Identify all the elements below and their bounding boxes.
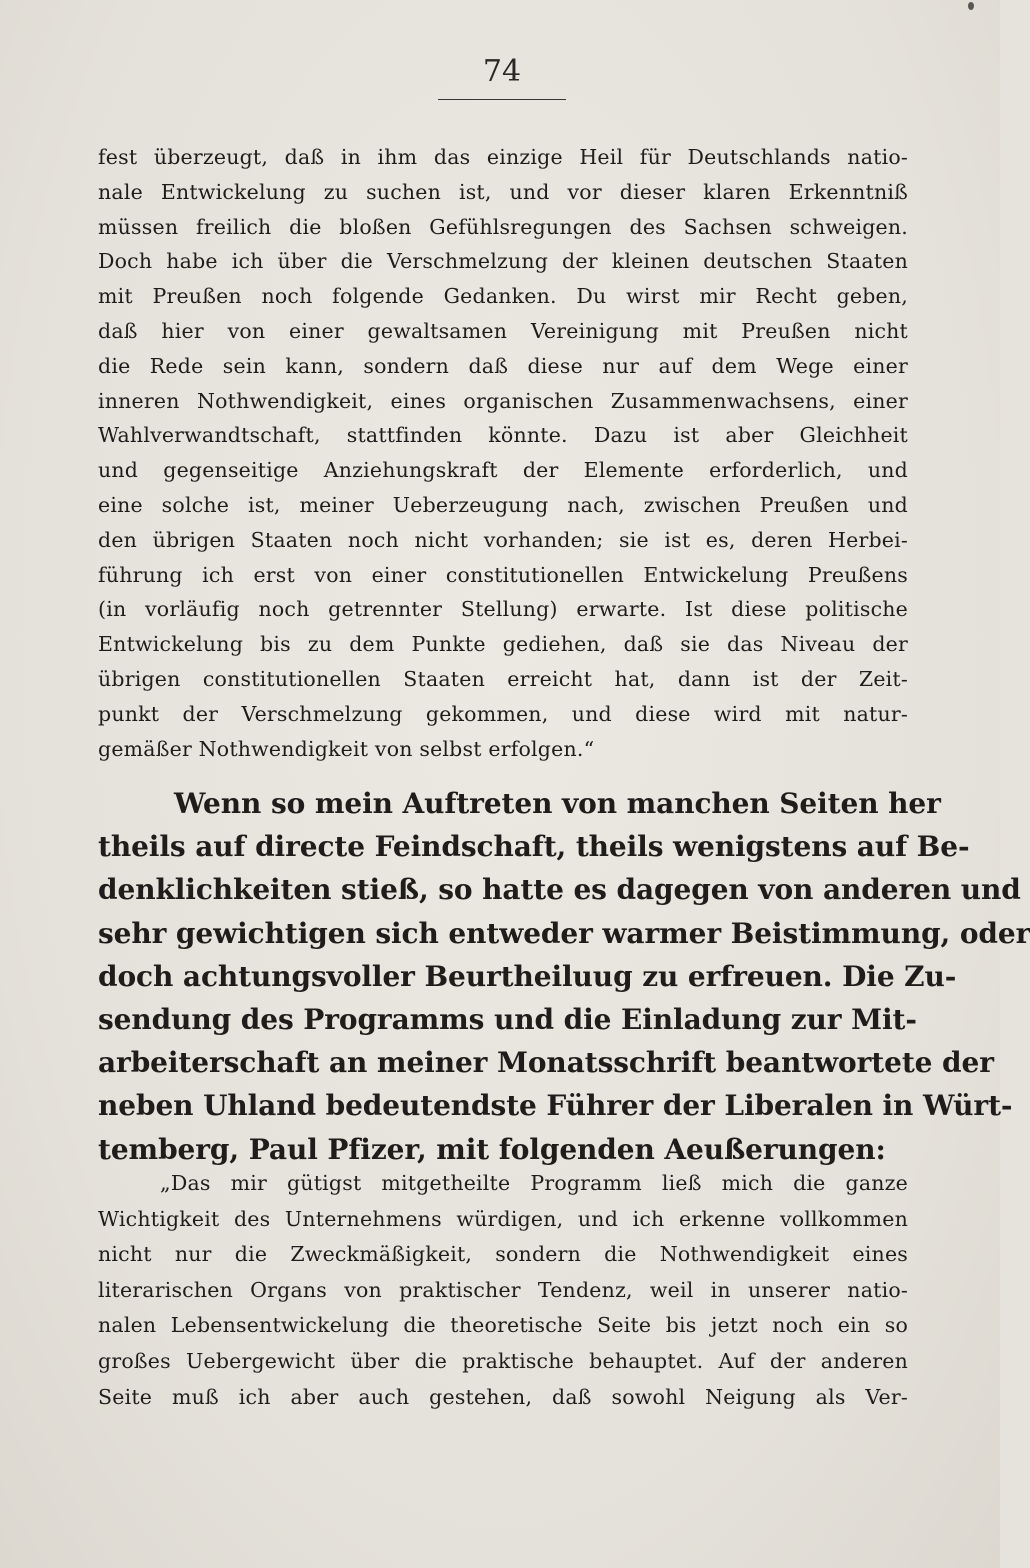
text-line: sehr gewichtigen sich entweder warmer Beistimmung, oder (98, 916, 1030, 950)
text-line: Doch habe ich über die Verschmelzung der kleinen deutschen Staaten (98, 249, 908, 274)
text-line: arbeiterschaft an meiner Monatsschrift beantwortete der (98, 1046, 994, 1080)
text-line: sendung des Programms und die Einladung zur Mit- (98, 1002, 917, 1036)
text-line: doch achtungsvoller Beurtheiluug zu erfreuen. Die Zu- (98, 959, 957, 993)
text-line: führung ich erst von einer constitutionellen Entwickelung Preußens (98, 562, 908, 587)
ink-speck (968, 2, 974, 10)
text-line: inneren Nothwendigkeit, eines organischen Zusammenwachsens, einer (98, 388, 908, 413)
text-line: nicht nur die Zweckmäßigkeit, sondern die Nothwendigkeit eines (98, 1242, 908, 1267)
text-line: theils auf directe Feindschaft, theils wenigstens auf Be- (98, 830, 970, 864)
quoted-letter-pfizer (98, 1166, 908, 1415)
text-line: „Das mir gütigst mitgetheilte Programm ließ mich die ganze (160, 1171, 908, 1195)
text-line: Wenn so mein Auftreten von manchen Seiten her (174, 787, 941, 820)
text-line: Wahlverwandtschaft, stattfinden könnte. Dazu ist aber Gleichheit (98, 423, 908, 448)
text-line: Wichtigkeit des Unternehmens würdigen, und ich erkenne vollkommen (98, 1206, 908, 1231)
text-line: den übrigen Staaten noch nicht vorhanden; sie ist es, deren Herbei- (98, 527, 908, 552)
text-line: Entwickelung bis zu dem Punkte gediehen, daß sie das Niveau der (98, 632, 908, 657)
text-line: denklichkeiten stieß, so hatte es dagegen von anderen und (98, 873, 1021, 907)
text-line: und gegenseitige Anziehungskraft der Elemente erforderlich, und (98, 458, 908, 483)
text-line: eine solche ist, meiner Ueberzeugung nach, zwischen Preußen und (98, 492, 908, 517)
text-line: fest überzeugt, daß in ihm das einzige Heil für Deutschlands natio- (98, 145, 908, 169)
text-line: punkt der Verschmelzung gekommen, und diese wird mit natur- (98, 701, 908, 726)
page-number: 74 (482, 54, 522, 89)
text-line: literarischen Organs von praktischer Tendenz, weil in unserer natio- (98, 1277, 908, 1302)
page-number-rule (438, 99, 566, 100)
text-line: nalen Lebensentwickelung die theoretische Seite bis jetzt noch ein so (98, 1313, 908, 1338)
text-line: temberg, Paul Pfizer, mit folgenden Aeußerungen: (98, 1132, 886, 1166)
text-line: übrigen constitutionellen Staaten erreicht hat, dann ist der Zeit- (98, 666, 908, 691)
text-line: (in vorläufig noch getrennter Stellung) erwarte. Ist diese politische (98, 597, 908, 622)
text-line: gemäßer Nothwendigkeit von selbst erfolgen.“ (98, 736, 595, 761)
text-line: Seite muß ich aber auch gestehen, daß sowohl Neigung als Ver- (98, 1384, 908, 1409)
quoted-letter-continuation (98, 140, 908, 766)
text-line: daß hier von einer gewaltsamen Vereinigung mit Preußen nicht (98, 318, 908, 343)
text-line: mit Preußen noch folgende Gedanken. Du wirst mir Recht geben, (98, 284, 908, 309)
text-line: müssen freilich die bloßen Gefühlsregungen des Sachsen schweigen. (98, 214, 908, 239)
text-line: großes Uebergewicht über die praktische behauptet. Auf der anderen (98, 1348, 908, 1373)
text-line: die Rede sein kann, sondern daß diese nur auf dem Wege einer (98, 353, 908, 378)
text-line: nale Entwickelung zu suchen ist, und vor dieser klaren Erkenntniß (98, 179, 908, 204)
text-line: neben Uhland bedeutendste Führer der Liberalen in Würt- (98, 1089, 1013, 1123)
main-paragraph (98, 782, 1030, 1171)
